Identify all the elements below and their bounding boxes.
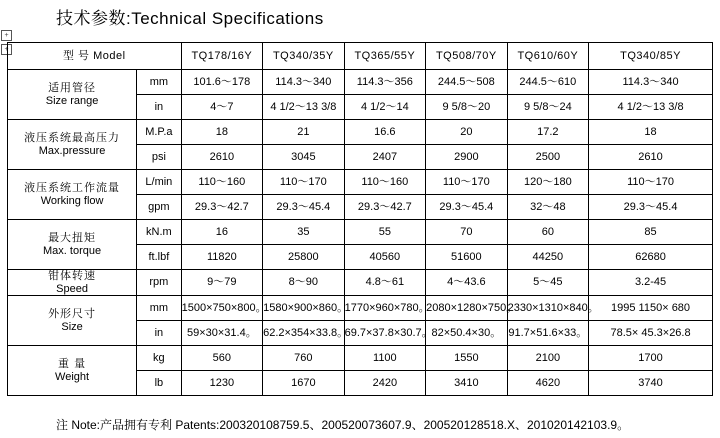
page-mark-second: +: [1, 44, 12, 55]
value-cell: 60: [507, 220, 589, 245]
unit-cell: lb: [137, 371, 181, 396]
unit-cell: M.P.a: [137, 120, 181, 145]
value-cell: 1580×900×860。: [263, 296, 345, 321]
row-label-cn: 最大扭矩: [48, 231, 97, 244]
value-cell: 244.5～508: [426, 70, 508, 95]
value-cell: 2100: [507, 346, 589, 371]
value-cell: 16.6: [344, 120, 426, 145]
unit-cell: L/min: [137, 170, 181, 195]
value-cell: 110～160: [181, 170, 263, 195]
unit-cell: kg: [137, 346, 181, 371]
row-label-en: Max. torque: [43, 244, 102, 257]
value-cell: 1995 1150× 680: [589, 296, 713, 321]
value-cell: 4～43.6: [426, 270, 508, 296]
value-cell: 1700: [589, 346, 713, 371]
value-cell: 51600: [426, 245, 508, 270]
value-cell: 4620: [507, 371, 589, 396]
value-cell: 25800: [263, 245, 345, 270]
table-row: [8, 70, 713, 95]
value-cell: 560: [181, 346, 263, 371]
value-cell: 40560: [344, 245, 426, 270]
value-cell: 114.3～356: [344, 70, 426, 95]
value-cell: 18: [589, 120, 713, 145]
unit-cell: in: [137, 95, 181, 120]
value-cell: 29.3～45.4: [263, 195, 345, 220]
value-cell: 114.3～340: [263, 70, 345, 95]
value-cell: 3410: [426, 371, 508, 396]
value-cell: 2900: [426, 145, 508, 170]
value-cell: 3740: [589, 371, 713, 396]
table-row: [8, 270, 713, 296]
unit-cell: mm: [137, 296, 181, 321]
value-cell: 18: [181, 120, 263, 145]
value-cell: 78.5× 45.3×26.8: [589, 321, 713, 346]
value-cell: 62.2×354×33.8。: [263, 321, 345, 346]
value-cell: 20: [426, 120, 508, 145]
row-label-en: Size range: [45, 94, 99, 107]
row-label-en: Max.pressure: [38, 144, 106, 157]
unit-cell: mm: [137, 70, 181, 95]
row-label-max-torque: [8, 220, 137, 270]
value-cell: 5～45: [507, 270, 589, 296]
table-row: [8, 220, 713, 245]
value-cell: 110～170: [589, 170, 713, 195]
row-label-overall-size: [8, 296, 137, 346]
value-cell: 29.3～42.7: [344, 195, 426, 220]
value-cell: 3045: [263, 145, 345, 170]
value-cell: 1230: [181, 371, 263, 396]
value-cell: 760: [263, 346, 345, 371]
table-row: [8, 296, 713, 321]
value-cell: 4 1/2～13 3/8: [589, 95, 713, 120]
value-cell: 2407: [344, 145, 426, 170]
value-cell: 4.8～61: [344, 270, 426, 296]
value-cell: 101.6～178: [181, 70, 263, 95]
row-label-cn: 外形尺寸: [48, 308, 97, 321]
page-title: 技术参数:Technical Specifications: [56, 9, 324, 28]
value-cell: 9～79: [181, 270, 263, 296]
table-row: [8, 346, 713, 371]
row-label-size-range: [8, 70, 137, 120]
header-model-label-en: Model: [93, 49, 126, 62]
value-cell: 21: [263, 120, 345, 145]
value-cell: 62680: [589, 245, 713, 270]
row-label-cn: 适用管径: [48, 81, 97, 94]
value-cell: 9 5/8～20: [426, 95, 508, 120]
row-label-weight: [8, 346, 137, 396]
header-model-label-cn: 型 号: [63, 49, 90, 62]
value-cell: 3.2-45: [589, 270, 713, 296]
value-cell: 8～90: [263, 270, 345, 296]
value-cell: 110～170: [426, 170, 508, 195]
value-cell: 29.3～45.4: [426, 195, 508, 220]
value-cell: 4 1/2～14: [344, 95, 426, 120]
row-label-max-pressure: [8, 120, 137, 170]
row-label-cn: 重 量: [58, 358, 87, 371]
value-cell: 69.7×37.8×30.7。: [344, 321, 426, 346]
header-model-5: TQ610/60Y: [507, 43, 589, 70]
header-model-2: TQ340/35Y: [263, 43, 345, 70]
value-cell: 1770×960×780。: [344, 296, 426, 321]
table-row: [8, 170, 713, 195]
value-cell: 110～160: [344, 170, 426, 195]
row-label-cn: 液压系统最高压力: [24, 131, 121, 144]
row-label-en: Weight: [55, 370, 90, 383]
row-label-en: Speed: [56, 282, 88, 295]
header-model-4: TQ508/70Y: [426, 43, 508, 70]
value-cell: 4 1/2～13 3/8: [263, 95, 345, 120]
value-cell: 29.3～42.7: [181, 195, 263, 220]
header-model-6: TQ340/85Y: [589, 43, 713, 70]
value-cell: 85: [589, 220, 713, 245]
value-cell: 2420: [344, 371, 426, 396]
patent-note: 注 Note:产品拥有专利 Patents:200320108759.5、200520073607.9、200520128518.X、201020142103.9。: [56, 418, 630, 432]
value-cell: 9 5/8～24: [507, 95, 589, 120]
value-cell: 16: [181, 220, 263, 245]
row-label-en: Size: [61, 320, 83, 333]
value-cell: 11820: [181, 245, 263, 270]
row-label-cn: 液压系统工作流量: [24, 181, 121, 194]
value-cell: 1100: [344, 346, 426, 371]
value-cell: 82×50.4×30。: [426, 321, 508, 346]
value-cell: 55: [344, 220, 426, 245]
value-cell: 120～180: [507, 170, 589, 195]
header-model-label: [8, 43, 182, 70]
value-cell: 2330×1310×840。: [507, 296, 589, 321]
unit-cell: ft.lbf: [137, 245, 181, 270]
unit-cell: psi: [137, 145, 181, 170]
row-label-speed: [8, 270, 137, 296]
unit-cell: in: [137, 321, 181, 346]
value-cell: 70: [426, 220, 508, 245]
table-header-row: [8, 43, 713, 70]
value-cell: 4～7: [181, 95, 263, 120]
page-mark-top: +: [1, 30, 12, 41]
value-cell: 1670: [263, 371, 345, 396]
value-cell: 44250: [507, 245, 589, 270]
row-label-en: Working flow: [40, 194, 104, 207]
value-cell: 114.3～340: [589, 70, 713, 95]
value-cell: 2500: [507, 145, 589, 170]
technical-specifications-table: [7, 42, 713, 396]
value-cell: 17.2: [507, 120, 589, 145]
value-cell: 59×30×31.4。: [181, 321, 263, 346]
unit-cell: kN.m: [137, 220, 181, 245]
row-label-cn: 钳体转速: [48, 270, 97, 282]
value-cell: 2610: [589, 145, 713, 170]
value-cell: 32～48: [507, 195, 589, 220]
value-cell: 1500×750×800。: [181, 296, 263, 321]
value-cell: 2610: [181, 145, 263, 170]
row-label-working-flow: [8, 170, 137, 220]
value-cell: 29.3～45.4: [589, 195, 713, 220]
value-cell: 2080×1280×750。: [426, 296, 508, 321]
value-cell: 110～170: [263, 170, 345, 195]
value-cell: 1550: [426, 346, 508, 371]
unit-cell: gpm: [137, 195, 181, 220]
value-cell: 91.7×51.6×33。: [507, 321, 589, 346]
unit-cell: rpm: [137, 270, 181, 296]
value-cell: 244.5～610: [507, 70, 589, 95]
value-cell: 35: [263, 220, 345, 245]
header-model-1: TQ178/16Y: [181, 43, 263, 70]
table-row: [8, 120, 713, 145]
header-model-3: TQ365/55Y: [344, 43, 426, 70]
